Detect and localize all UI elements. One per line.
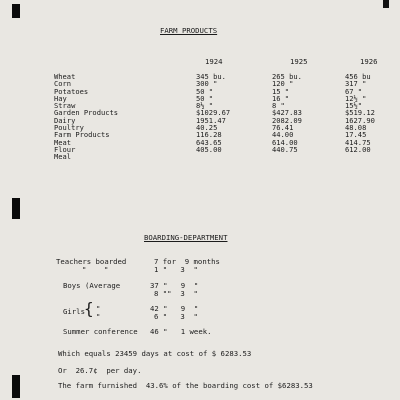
value-cell: 612.00	[345, 144, 371, 154]
value-cell: 300 "	[196, 79, 218, 89]
value-cell: 8 "	[272, 101, 285, 111]
value-cell: 1951.47	[196, 115, 226, 125]
value-cell: 44.00	[272, 130, 294, 140]
farm-item-labels	[54, 73, 118, 161]
teachers-row-1: 7 for 9 months	[154, 257, 220, 266]
value-cell: 12½ "	[345, 93, 367, 103]
item-label: Meal	[54, 152, 72, 162]
value-cell: 317 "	[345, 79, 367, 89]
value-cell: 40.25	[196, 123, 218, 133]
value-cell: 15 "	[272, 86, 290, 96]
value-cell: 48.08	[345, 123, 367, 133]
item-label: Corn	[54, 79, 72, 89]
value-cell: 265 bu.	[272, 72, 302, 81]
value-cell: 643.65	[196, 137, 222, 147]
teachers-label: Teachers boarded	[56, 257, 127, 266]
girls-label: Girls	[63, 307, 85, 316]
values-1924	[196, 73, 230, 153]
value-cell: 345 bu.	[196, 72, 226, 81]
value-cell: 1627.90	[345, 115, 375, 125]
corner-mark	[383, 0, 389, 8]
item-label: Potatoes	[54, 86, 89, 96]
year-1926: 1926	[360, 57, 378, 66]
boys-label: Boys (Average	[63, 281, 121, 290]
value-cell: 67 "	[345, 86, 363, 96]
binder-hole-middle	[12, 198, 20, 219]
summary-line-1: Which equals 23459 days at cost of $ 6283.53	[58, 349, 252, 358]
value-cell: $1029.67	[196, 108, 231, 118]
girls-ditto-1: "	[96, 304, 101, 313]
value-cell: 17.45	[345, 130, 367, 140]
binder-hole-top	[12, 4, 20, 18]
value-cell: 120 "	[272, 79, 294, 89]
item-label: Dairy	[54, 115, 76, 125]
teachers-row-2: 1 " 3 "	[154, 265, 198, 274]
values-1926	[345, 73, 375, 153]
value-cell: 16 "	[272, 93, 290, 103]
value-cell: 405.00	[196, 144, 222, 154]
girls-brace: {	[84, 299, 94, 318]
value-cell: 15½"	[345, 101, 363, 111]
summer-row: 46 " 1 week.	[150, 327, 212, 336]
summary-line-2: Or 26.7¢ per day.	[58, 366, 142, 375]
value-cell: 50 "	[196, 86, 214, 96]
girls-row-2: 6 " 3 "	[154, 312, 198, 321]
value-cell: 440.75	[272, 144, 298, 154]
value-cell: 456 bu	[345, 72, 371, 81]
boarding-title: BOARDING-DEPARTMENT	[144, 233, 228, 242]
value-cell: 76.41	[272, 123, 294, 133]
value-cell: $427.83	[272, 108, 302, 118]
item-label: Hay	[54, 93, 67, 103]
boys-row-2: 8 "" 3 "	[154, 289, 198, 298]
girls-row-1: 42 " 9 "	[150, 304, 199, 313]
item-label: Wheat	[54, 72, 76, 81]
value-cell: 2082.09	[272, 115, 302, 125]
binder-hole-bottom	[12, 375, 20, 398]
value-cell: 614.00	[272, 137, 298, 147]
item-label: Farm Products	[54, 130, 110, 140]
value-cell: 116.28	[196, 130, 222, 140]
item-label: Straw	[54, 101, 76, 111]
summer-label: Summer conference	[63, 327, 138, 336]
value-cell: $519.12	[345, 108, 375, 118]
values-1925	[272, 73, 302, 153]
value-cell: 8½ "	[196, 101, 214, 111]
item-label: Poultry	[54, 123, 84, 133]
teachers-ditto: " "	[82, 265, 109, 274]
boys-row-1: 37 " 9 "	[150, 281, 199, 290]
value-cell: 414.75	[345, 137, 371, 147]
summary-line-3: The farm furnished 43.6% of the boarding cost of $6283.53	[58, 381, 313, 390]
girls-ditto-2: "	[96, 312, 101, 321]
item-label: Garden Products	[54, 108, 119, 118]
year-1924: 1924	[205, 57, 223, 66]
farm-products-title: FARM PRODUCTS	[160, 26, 218, 35]
item-label: Flour	[54, 144, 76, 154]
item-label: Meat	[54, 137, 72, 147]
year-1925: 1925	[290, 57, 308, 66]
value-cell: 50 "	[196, 93, 214, 103]
